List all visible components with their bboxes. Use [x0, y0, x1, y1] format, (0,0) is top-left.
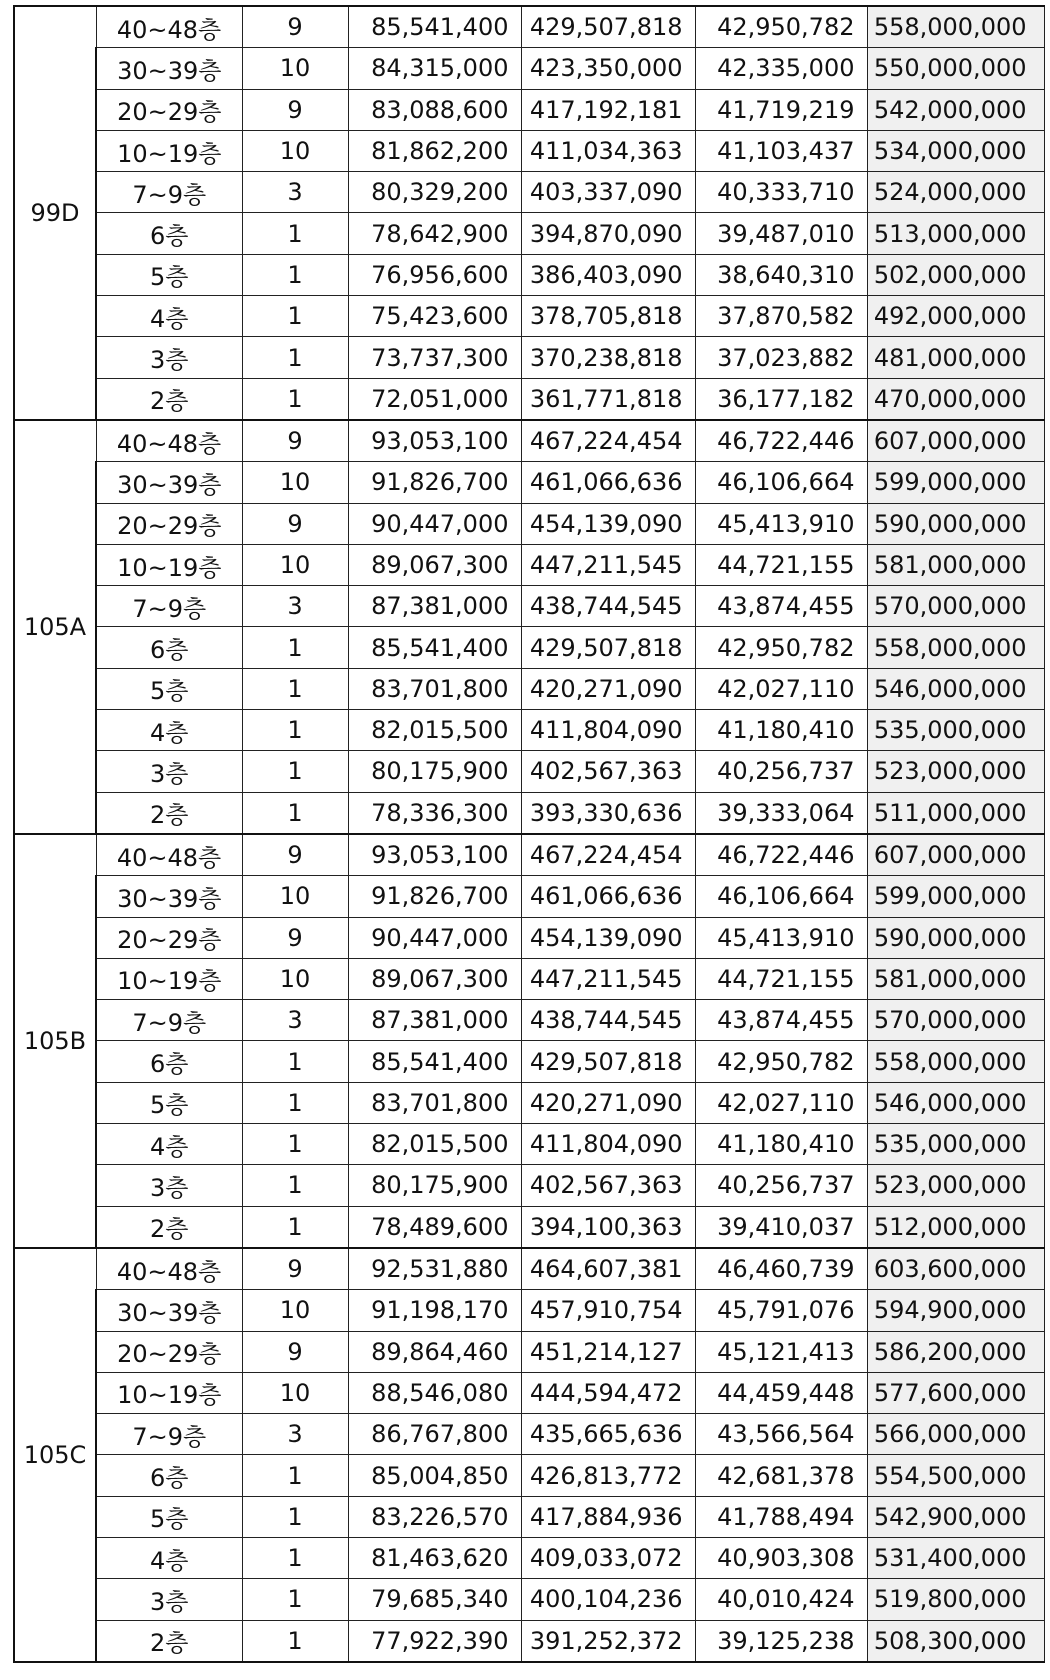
price-table-body — [14, 6, 1044, 1662]
building-price-cell: 457,910,754 — [521, 1290, 695, 1331]
land-price-cell: 85,004,850 — [348, 1455, 521, 1496]
total-price-cell: 586,200,000 — [867, 1331, 1044, 1372]
table-row — [14, 751, 1044, 792]
vat-cell: 40,256,737 — [695, 1165, 867, 1206]
table-row — [14, 378, 1044, 420]
floor-cell: 3층 — [96, 337, 242, 378]
table-row — [14, 503, 1044, 544]
total-price-cell: 603,600,000 — [867, 1248, 1044, 1290]
building-price-cell: 467,224,454 — [521, 834, 695, 876]
building-price-cell: 438,744,545 — [521, 1000, 695, 1041]
floor-cell: 2층 — [96, 1620, 242, 1662]
land-price-cell: 81,862,200 — [348, 130, 521, 171]
land-price-cell: 89,067,300 — [348, 544, 521, 585]
floor-cell: 4층 — [96, 1537, 242, 1578]
floor-cell: 20~29층 — [96, 503, 242, 544]
land-price-cell: 82,015,500 — [348, 710, 521, 751]
table-row — [14, 296, 1044, 337]
table-row — [14, 1455, 1044, 1496]
total-price-cell: 492,000,000 — [867, 296, 1044, 337]
land-price-cell: 78,489,600 — [348, 1206, 521, 1248]
total-price-cell: 511,000,000 — [867, 792, 1044, 834]
building-price-cell: 420,271,090 — [521, 668, 695, 709]
table-row — [14, 917, 1044, 958]
land-price-cell: 85,541,400 — [348, 6, 521, 48]
land-price-cell: 76,956,600 — [348, 254, 521, 295]
units-cell: 1 — [242, 1537, 348, 1578]
floor-cell: 40~48층 — [96, 6, 242, 48]
floor-cell: 20~29층 — [96, 89, 242, 130]
building-price-cell: 409,033,072 — [521, 1537, 695, 1578]
total-price-cell: 534,000,000 — [867, 130, 1044, 171]
building-price-cell: 394,100,363 — [521, 1206, 695, 1248]
building-price-cell: 411,804,090 — [521, 1124, 695, 1165]
total-price-cell: 535,000,000 — [867, 710, 1044, 751]
vat-cell: 46,460,739 — [695, 1248, 867, 1290]
total-price-cell: 558,000,000 — [867, 1041, 1044, 1082]
land-price-cell: 75,423,600 — [348, 296, 521, 337]
total-price-cell: 590,000,000 — [867, 503, 1044, 544]
vat-cell: 41,180,410 — [695, 710, 867, 751]
table-row — [14, 1496, 1044, 1537]
land-price-cell: 78,336,300 — [348, 792, 521, 834]
table-row — [14, 710, 1044, 751]
floor-cell: 40~48층 — [96, 834, 242, 876]
floor-cell: 4층 — [96, 710, 242, 751]
floor-cell: 5층 — [96, 1082, 242, 1123]
land-price-cell: 86,767,800 — [348, 1414, 521, 1455]
floor-cell: 40~48층 — [96, 420, 242, 462]
land-price-cell: 84,315,000 — [348, 48, 521, 89]
units-cell: 10 — [242, 1372, 348, 1413]
building-price-cell: 394,870,090 — [521, 213, 695, 254]
total-price-cell: 512,000,000 — [867, 1206, 1044, 1248]
floor-cell: 30~39층 — [96, 876, 242, 917]
land-price-cell: 82,015,500 — [348, 1124, 521, 1165]
units-cell: 1 — [242, 1124, 348, 1165]
units-cell: 1 — [242, 751, 348, 792]
total-price-cell: 502,000,000 — [867, 254, 1044, 295]
total-price-cell: 581,000,000 — [867, 958, 1044, 999]
units-cell: 9 — [242, 420, 348, 462]
building-price-cell: 467,224,454 — [521, 420, 695, 462]
total-price-cell: 550,000,000 — [867, 48, 1044, 89]
building-price-cell: 417,192,181 — [521, 89, 695, 130]
units-cell: 9 — [242, 6, 348, 48]
floor-cell: 20~29층 — [96, 917, 242, 958]
floor-cell: 7~9층 — [96, 1000, 242, 1041]
vat-cell: 40,903,308 — [695, 1537, 867, 1578]
units-cell: 10 — [242, 1290, 348, 1331]
vat-cell: 45,413,910 — [695, 503, 867, 544]
units-cell: 10 — [242, 958, 348, 999]
table-row — [14, 668, 1044, 709]
table-row — [14, 1248, 1044, 1290]
land-price-cell: 79,685,340 — [348, 1579, 521, 1620]
land-price-cell: 72,051,000 — [348, 378, 521, 420]
floor-cell: 4층 — [96, 296, 242, 337]
units-cell: 1 — [242, 668, 348, 709]
vat-cell: 46,106,664 — [695, 462, 867, 503]
building-price-cell: 386,403,090 — [521, 254, 695, 295]
vat-cell: 39,410,037 — [695, 1206, 867, 1248]
vat-cell: 41,788,494 — [695, 1496, 867, 1537]
building-price-cell: 451,214,127 — [521, 1331, 695, 1372]
table-row — [14, 213, 1044, 254]
floor-cell: 10~19층 — [96, 1372, 242, 1413]
land-price-cell: 90,447,000 — [348, 503, 521, 544]
building-price-cell: 411,034,363 — [521, 130, 695, 171]
total-price-cell: 470,000,000 — [867, 378, 1044, 420]
land-price-cell: 83,226,570 — [348, 1496, 521, 1537]
units-cell: 10 — [242, 462, 348, 503]
table-row — [14, 1165, 1044, 1206]
units-cell: 1 — [242, 627, 348, 668]
building-price-cell: 402,567,363 — [521, 751, 695, 792]
units-cell: 1 — [242, 337, 348, 378]
floor-cell: 10~19층 — [96, 130, 242, 171]
units-cell: 1 — [242, 1579, 348, 1620]
vat-cell: 36,177,182 — [695, 378, 867, 420]
building-price-cell: 391,252,372 — [521, 1620, 695, 1662]
land-price-cell: 80,329,200 — [348, 172, 521, 213]
table-row — [14, 1000, 1044, 1041]
land-price-cell: 81,463,620 — [348, 1537, 521, 1578]
vat-cell: 38,640,310 — [695, 254, 867, 295]
land-price-cell: 77,922,390 — [348, 1620, 521, 1662]
floor-cell: 2층 — [96, 792, 242, 834]
vat-cell: 46,722,446 — [695, 834, 867, 876]
land-price-cell: 93,053,100 — [348, 834, 521, 876]
floor-cell: 5층 — [96, 668, 242, 709]
total-price-cell: 546,000,000 — [867, 668, 1044, 709]
building-price-cell: 417,884,936 — [521, 1496, 695, 1537]
table-row — [14, 1414, 1044, 1455]
vat-cell: 42,027,110 — [695, 1082, 867, 1123]
vat-cell: 39,487,010 — [695, 213, 867, 254]
vat-cell: 41,103,437 — [695, 130, 867, 171]
building-price-cell: 435,665,636 — [521, 1414, 695, 1455]
land-price-cell: 85,541,400 — [348, 627, 521, 668]
vat-cell: 45,413,910 — [695, 917, 867, 958]
floor-cell: 5층 — [96, 254, 242, 295]
units-cell: 10 — [242, 544, 348, 585]
units-cell: 1 — [242, 1082, 348, 1123]
building-price-cell: 447,211,545 — [521, 958, 695, 999]
total-price-cell: 546,000,000 — [867, 1082, 1044, 1123]
units-cell: 1 — [242, 378, 348, 420]
units-cell: 1 — [242, 296, 348, 337]
building-price-cell: 403,337,090 — [521, 172, 695, 213]
total-price-cell: 513,000,000 — [867, 213, 1044, 254]
building-price-cell: 393,330,636 — [521, 792, 695, 834]
total-price-cell: 599,000,000 — [867, 876, 1044, 917]
table-row — [14, 834, 1044, 876]
vat-cell: 44,721,155 — [695, 544, 867, 585]
units-cell: 10 — [242, 130, 348, 171]
vat-cell: 42,950,782 — [695, 1041, 867, 1082]
price-table — [13, 5, 1045, 1663]
table-row — [14, 792, 1044, 834]
units-cell: 1 — [242, 1206, 348, 1248]
land-price-cell: 89,864,460 — [348, 1331, 521, 1372]
building-price-cell: 454,139,090 — [521, 503, 695, 544]
floor-cell: 3층 — [96, 1165, 242, 1206]
floor-cell: 6층 — [96, 1455, 242, 1496]
table-row — [14, 130, 1044, 171]
total-price-cell: 590,000,000 — [867, 917, 1044, 958]
land-price-cell: 73,737,300 — [348, 337, 521, 378]
vat-cell: 40,333,710 — [695, 172, 867, 213]
table-row — [14, 1124, 1044, 1165]
vat-cell: 39,333,064 — [695, 792, 867, 834]
total-price-cell: 570,000,000 — [867, 1000, 1044, 1041]
total-price-cell: 554,500,000 — [867, 1455, 1044, 1496]
table-row — [14, 6, 1044, 48]
table-row — [14, 420, 1044, 462]
table-row — [14, 1579, 1044, 1620]
land-price-cell: 83,701,800 — [348, 668, 521, 709]
table-row — [14, 627, 1044, 668]
table-row — [14, 1041, 1044, 1082]
units-cell: 10 — [242, 876, 348, 917]
total-price-cell: 558,000,000 — [867, 627, 1044, 668]
units-cell: 1 — [242, 1041, 348, 1082]
units-cell: 10 — [242, 48, 348, 89]
vat-cell: 42,681,378 — [695, 1455, 867, 1496]
floor-cell: 20~29층 — [96, 1331, 242, 1372]
table-row — [14, 254, 1044, 295]
table-row — [14, 958, 1044, 999]
table-row — [14, 337, 1044, 378]
table-row — [14, 1620, 1044, 1662]
total-price-cell: 531,400,000 — [867, 1537, 1044, 1578]
units-cell: 9 — [242, 1248, 348, 1290]
vat-cell: 40,256,737 — [695, 751, 867, 792]
vat-cell: 41,719,219 — [695, 89, 867, 130]
table-row — [14, 48, 1044, 89]
building-price-cell: 378,705,818 — [521, 296, 695, 337]
floor-cell: 6층 — [96, 627, 242, 668]
units-cell: 1 — [242, 792, 348, 834]
land-price-cell: 83,088,600 — [348, 89, 521, 130]
unit-type-cell: 105B — [14, 834, 96, 1248]
floor-cell: 2층 — [96, 378, 242, 420]
floor-cell: 10~19층 — [96, 958, 242, 999]
total-price-cell: 523,000,000 — [867, 1165, 1044, 1206]
vat-cell: 42,027,110 — [695, 668, 867, 709]
building-price-cell: 423,350,000 — [521, 48, 695, 89]
floor-cell: 3층 — [96, 1579, 242, 1620]
vat-cell: 40,010,424 — [695, 1579, 867, 1620]
building-price-cell: 402,567,363 — [521, 1165, 695, 1206]
vat-cell: 43,566,564 — [695, 1414, 867, 1455]
table-row — [14, 876, 1044, 917]
table-row — [14, 586, 1044, 627]
building-price-cell: 447,211,545 — [521, 544, 695, 585]
total-price-cell: 558,000,000 — [867, 6, 1044, 48]
vat-cell: 42,335,000 — [695, 48, 867, 89]
floor-cell: 30~39층 — [96, 462, 242, 503]
units-cell: 1 — [242, 1620, 348, 1662]
vat-cell: 44,459,448 — [695, 1372, 867, 1413]
units-cell: 9 — [242, 89, 348, 130]
table-row — [14, 1537, 1044, 1578]
vat-cell: 37,870,582 — [695, 296, 867, 337]
building-price-cell: 438,744,545 — [521, 586, 695, 627]
total-price-cell: 577,600,000 — [867, 1372, 1044, 1413]
units-cell: 1 — [242, 1455, 348, 1496]
floor-cell: 40~48층 — [96, 1248, 242, 1290]
land-price-cell: 91,826,700 — [348, 462, 521, 503]
building-price-cell: 420,271,090 — [521, 1082, 695, 1123]
vat-cell: 39,125,238 — [695, 1620, 867, 1662]
building-price-cell: 426,813,772 — [521, 1455, 695, 1496]
vat-cell: 45,791,076 — [695, 1290, 867, 1331]
floor-cell: 6층 — [96, 1041, 242, 1082]
building-price-cell: 461,066,636 — [521, 462, 695, 503]
floor-cell: 30~39층 — [96, 48, 242, 89]
table-row — [14, 1082, 1044, 1123]
total-price-cell: 508,300,000 — [867, 1620, 1044, 1662]
building-price-cell: 370,238,818 — [521, 337, 695, 378]
table-row — [14, 1206, 1044, 1248]
land-price-cell: 89,067,300 — [348, 958, 521, 999]
total-price-cell: 542,000,000 — [867, 89, 1044, 130]
units-cell: 3 — [242, 1000, 348, 1041]
table-row — [14, 544, 1044, 585]
total-price-cell: 570,000,000 — [867, 586, 1044, 627]
floor-cell: 7~9층 — [96, 172, 242, 213]
building-price-cell: 464,607,381 — [521, 1248, 695, 1290]
land-price-cell: 87,381,000 — [348, 586, 521, 627]
vat-cell: 43,874,455 — [695, 1000, 867, 1041]
building-price-cell: 411,804,090 — [521, 710, 695, 751]
floor-cell: 7~9층 — [96, 1414, 242, 1455]
table-row — [14, 1290, 1044, 1331]
units-cell: 3 — [242, 172, 348, 213]
floor-cell: 7~9층 — [96, 586, 242, 627]
units-cell: 9 — [242, 1331, 348, 1372]
vat-cell: 46,722,446 — [695, 420, 867, 462]
total-price-cell: 524,000,000 — [867, 172, 1044, 213]
units-cell: 1 — [242, 1496, 348, 1537]
building-price-cell: 400,104,236 — [521, 1579, 695, 1620]
units-cell: 1 — [242, 1165, 348, 1206]
vat-cell: 41,180,410 — [695, 1124, 867, 1165]
unit-type-cell: 105A — [14, 420, 96, 834]
floor-cell: 2층 — [96, 1206, 242, 1248]
total-price-cell: 581,000,000 — [867, 544, 1044, 585]
total-price-cell: 535,000,000 — [867, 1124, 1044, 1165]
land-price-cell: 93,053,100 — [348, 420, 521, 462]
floor-cell: 6층 — [96, 213, 242, 254]
table-row — [14, 172, 1044, 213]
land-price-cell: 80,175,900 — [348, 1165, 521, 1206]
units-cell: 9 — [242, 503, 348, 544]
building-price-cell: 429,507,818 — [521, 627, 695, 668]
land-price-cell: 87,381,000 — [348, 1000, 521, 1041]
vat-cell: 42,950,782 — [695, 627, 867, 668]
vat-cell: 37,023,882 — [695, 337, 867, 378]
table-row — [14, 462, 1044, 503]
units-cell: 1 — [242, 213, 348, 254]
total-price-cell: 566,000,000 — [867, 1414, 1044, 1455]
building-price-cell: 429,507,818 — [521, 1041, 695, 1082]
total-price-cell: 542,900,000 — [867, 1496, 1044, 1537]
building-price-cell: 361,771,818 — [521, 378, 695, 420]
land-price-cell: 91,198,170 — [348, 1290, 521, 1331]
land-price-cell: 91,826,700 — [348, 876, 521, 917]
unit-type-cell: 99D — [14, 6, 96, 420]
total-price-cell: 607,000,000 — [867, 420, 1044, 462]
units-cell: 1 — [242, 254, 348, 295]
floor-cell: 4층 — [96, 1124, 242, 1165]
vat-cell: 43,874,455 — [695, 586, 867, 627]
building-price-cell: 444,594,472 — [521, 1372, 695, 1413]
total-price-cell: 607,000,000 — [867, 834, 1044, 876]
floor-cell: 30~39층 — [96, 1290, 242, 1331]
table-row — [14, 1372, 1044, 1413]
building-price-cell: 461,066,636 — [521, 876, 695, 917]
vat-cell: 42,950,782 — [695, 6, 867, 48]
floor-cell: 10~19층 — [96, 544, 242, 585]
vat-cell: 44,721,155 — [695, 958, 867, 999]
units-cell: 3 — [242, 1414, 348, 1455]
building-price-cell: 429,507,818 — [521, 6, 695, 48]
land-price-cell: 90,447,000 — [348, 917, 521, 958]
land-price-cell: 92,531,880 — [348, 1248, 521, 1290]
units-cell: 3 — [242, 586, 348, 627]
floor-cell: 5층 — [96, 1496, 242, 1537]
units-cell: 9 — [242, 834, 348, 876]
units-cell: 1 — [242, 710, 348, 751]
total-price-cell: 519,800,000 — [867, 1579, 1044, 1620]
total-price-cell: 481,000,000 — [867, 337, 1044, 378]
floor-cell: 3층 — [96, 751, 242, 792]
land-price-cell: 85,541,400 — [348, 1041, 521, 1082]
unit-type-cell: 105C — [14, 1248, 96, 1662]
land-price-cell: 78,642,900 — [348, 213, 521, 254]
land-price-cell: 80,175,900 — [348, 751, 521, 792]
total-price-cell: 594,900,000 — [867, 1290, 1044, 1331]
units-cell: 9 — [242, 917, 348, 958]
vat-cell: 46,106,664 — [695, 876, 867, 917]
land-price-cell: 83,701,800 — [348, 1082, 521, 1123]
total-price-cell: 599,000,000 — [867, 462, 1044, 503]
building-price-cell: 454,139,090 — [521, 917, 695, 958]
table-row — [14, 89, 1044, 130]
table-row — [14, 1331, 1044, 1372]
total-price-cell: 523,000,000 — [867, 751, 1044, 792]
vat-cell: 45,121,413 — [695, 1331, 867, 1372]
land-price-cell: 88,546,080 — [348, 1372, 521, 1413]
